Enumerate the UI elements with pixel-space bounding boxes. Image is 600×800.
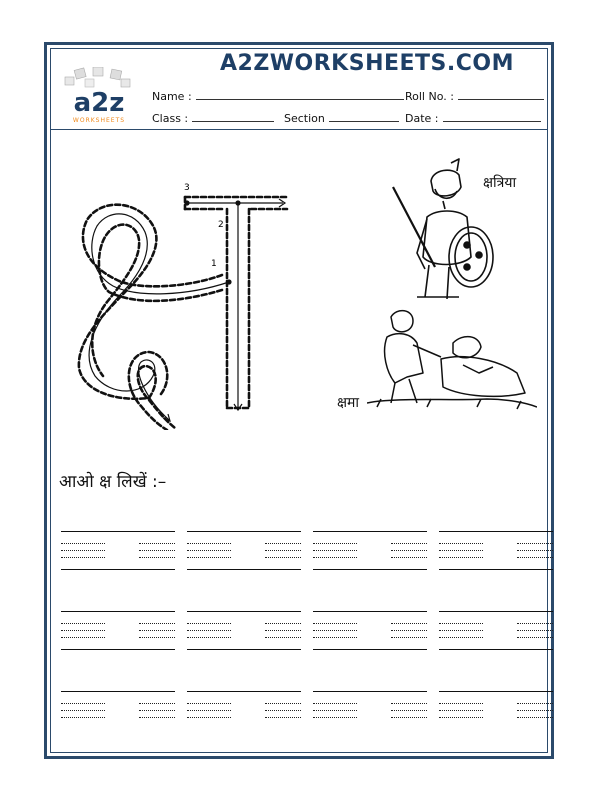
class-blank[interactable] (192, 110, 274, 122)
date-blank[interactable] (443, 110, 541, 122)
forgiveness-illustration-icon (367, 303, 537, 413)
tracing-letter[interactable] (57, 140, 317, 430)
logo-wordmark: a2z (73, 88, 125, 118)
worksheet-frame (44, 42, 554, 759)
roll-field[interactable] (405, 88, 544, 103)
section-field[interactable] (284, 110, 399, 125)
class-field[interactable] (152, 110, 274, 125)
date-field[interactable] (405, 110, 541, 125)
header-divider (51, 129, 547, 130)
name-blank[interactable] (196, 88, 404, 100)
roll-label: Roll No. : (405, 90, 454, 103)
instruction-heading: आओ क्ष लिखें :– (59, 472, 167, 492)
section-blank[interactable] (329, 110, 399, 122)
logo-tagline: WORKSHEETS (72, 117, 126, 124)
picture-caption-kshatriya: क्षत्रिया (483, 175, 517, 191)
site-title: A2ZWORKSHEETS.COM (219, 51, 514, 76)
name-label: Name : (152, 90, 192, 103)
stroke-number-3: 3 (184, 183, 190, 193)
stroke-number-1: 1 (211, 259, 217, 269)
name-field[interactable] (152, 88, 404, 103)
stroke-number-2: 2 (218, 220, 224, 230)
section-label: Section (284, 112, 325, 125)
class-label: Class : (152, 112, 189, 125)
picture-caption-kshama: क्षमा (337, 395, 360, 411)
site-logo (59, 67, 139, 127)
warrior-illustration-icon (387, 157, 497, 307)
date-label: Date : (405, 112, 439, 125)
roll-blank[interactable] (458, 88, 544, 100)
